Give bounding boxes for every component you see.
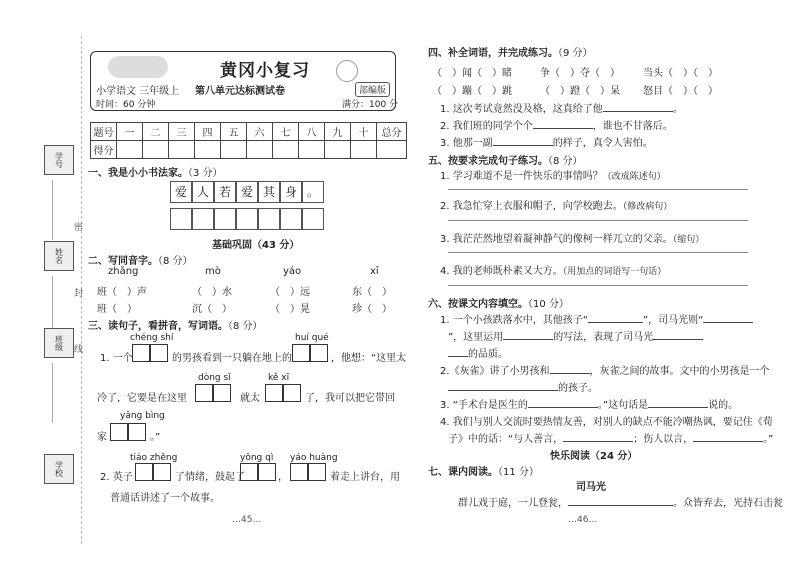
answer-box[interactable] <box>150 344 168 362</box>
score-input[interactable] <box>325 141 351 159</box>
homophone-blank[interactable]: （ ）水 <box>192 287 232 298</box>
answer-blank[interactable] <box>653 329 703 340</box>
binding-sidebar <box>0 36 82 544</box>
table-cell: 八 <box>299 123 325 141</box>
table-cell: 十 <box>351 123 377 141</box>
answer-box[interactable] <box>195 384 213 402</box>
question-text: 1. 一个 <box>100 353 133 364</box>
answer-line[interactable] <box>448 285 748 286</box>
question-text: 着走上讲台，用 <box>330 472 400 483</box>
section-7-title: 七、课内阅读。（11 分） <box>428 467 539 478</box>
question-text: 冷了，它要是在这里 <box>97 393 187 404</box>
page-number: …46… <box>568 515 598 525</box>
score-input[interactable] <box>143 141 169 159</box>
table-cell: 得分 <box>91 141 117 159</box>
answer-blank[interactable] <box>588 312 643 323</box>
edition-badge: 部编版 <box>355 82 390 97</box>
score-input[interactable] <box>221 141 247 159</box>
answer-blank[interactable] <box>448 380 558 391</box>
question-text: 2. 我们班的同学个个 ，谁也不甘落后。 <box>440 117 673 132</box>
pinyin: zhǎng <box>108 266 139 277</box>
question-text: 的孩子。 <box>448 379 598 394</box>
divider <box>52 363 53 423</box>
question-text: 的男孩看到一只躺在地上的 <box>172 353 292 364</box>
table-cell: 六 <box>247 123 273 141</box>
answer-box[interactable] <box>310 344 328 362</box>
answer-blank[interactable] <box>493 135 553 146</box>
question-text: 家 <box>97 432 107 443</box>
answer-box[interactable] <box>292 344 310 362</box>
answer-box[interactable] <box>290 463 308 481</box>
section-1-title: 一、我是小小书法家。（3 分） <box>88 168 223 179</box>
story-title: 司马光 <box>576 482 606 493</box>
score-input[interactable] <box>169 141 195 159</box>
school-label: 学校 <box>44 454 74 484</box>
question-text: 3. 他那一副 的样子，真令人害怕。 <box>440 134 653 149</box>
table-cell: 题号 <box>91 123 117 141</box>
answer-blank[interactable] <box>648 397 708 408</box>
answer-box[interactable] <box>283 384 301 402</box>
homophone-blank[interactable]: 班（ ） <box>97 304 137 315</box>
char-cell: 爱 <box>236 181 258 203</box>
table-cell: 五 <box>221 123 247 141</box>
pinyin: yǎng bìng <box>120 411 165 421</box>
question-text: 2. 英子 <box>100 472 133 483</box>
question-text: 。” <box>150 432 161 443</box>
score-input[interactable] <box>299 141 325 159</box>
pinyin: tiáo zhěng <box>130 453 178 463</box>
idiom-blank[interactable]: （ ）蹬（ ）呆 <box>540 86 620 97</box>
divider <box>52 180 53 240</box>
brand-title: 黄冈小复习 <box>220 61 310 81</box>
question-text: 1. 学习难道不是一件快乐的事情吗？（改成陈述句） <box>440 171 666 182</box>
section-6-title: 六、按课文内容填空。（10 分） <box>428 299 569 310</box>
section-2-title: 二、写同音字。（8 分） <box>88 256 193 267</box>
pinyin: kě xī <box>268 373 290 383</box>
answer-box[interactable] <box>240 463 258 481</box>
score-input[interactable] <box>195 141 221 159</box>
question-text: 1. 一个小孩跌落水中，其他孩子“ ”，司马光则“ <box>440 311 753 326</box>
char-cell: 爱 <box>170 181 192 203</box>
char-cell: 身 <box>280 181 302 203</box>
answer-box[interactable] <box>110 423 128 441</box>
class-label: 班级 <box>44 328 74 358</box>
score-input[interactable] <box>247 141 273 159</box>
answer-box[interactable] <box>135 463 153 481</box>
char-cell: 若 <box>214 181 236 203</box>
char-cell: 其 <box>258 181 280 203</box>
pinyin: yáo <box>283 266 302 277</box>
name-label: 姓名 <box>44 241 74 271</box>
question-text: ，他想：“这里太 <box>331 353 407 364</box>
answer-line[interactable] <box>448 220 748 221</box>
cartoon-kids-image <box>108 56 168 78</box>
score-label: 满分：100 分 <box>342 100 399 110</box>
balloon-icon <box>336 60 358 82</box>
question-text: 子》中的话：“与人善言， ；伤人以言， 。” <box>448 430 773 445</box>
answer-blank[interactable] <box>448 346 468 357</box>
question-text: 4. 我们与别人交流时要热情友善，对别人的缺点不能冷嘲热讽，要记住《荀 <box>440 417 773 428</box>
homophone-blank[interactable]: （ ）晃 <box>270 304 310 315</box>
seal-char: 封 <box>74 289 84 299</box>
homophone-blank[interactable]: （ ）远 <box>270 287 310 298</box>
char-cell: 人 <box>192 181 214 203</box>
idiom-blank[interactable]: 怒目（ ）（ ） <box>643 86 718 97</box>
time-label: 时间：60 分钟 <box>96 100 156 110</box>
question-text: 了情绪，鼓起了 <box>175 472 245 483</box>
answer-box[interactable] <box>265 384 283 402</box>
question-text: 就太 <box>240 393 260 404</box>
answer-box[interactable] <box>308 463 326 481</box>
seal-char: 密 <box>74 223 84 233</box>
pinyin: yáo huàng <box>290 453 338 463</box>
answer-blank[interactable] <box>533 118 593 129</box>
pinyin: xī <box>370 266 379 277</box>
answer-line[interactable] <box>448 189 748 190</box>
table-cell: 九 <box>325 123 351 141</box>
answer-box[interactable] <box>213 384 231 402</box>
question-text: 2.《灰雀》讲了小男孩和 ，灰雀之间的故事。文中的小男孩是一个 <box>440 362 770 377</box>
divider <box>52 276 53 336</box>
table-cell: 四 <box>195 123 221 141</box>
reading-section-heading: 快乐阅读（24 分） <box>550 451 638 462</box>
pinyin: yǒng qì <box>240 453 274 463</box>
answer-blank[interactable] <box>503 329 553 340</box>
score-input[interactable] <box>117 141 143 159</box>
answer-blank[interactable] <box>693 431 763 442</box>
idiom-blank[interactable]: 当头（ ）（ ） <box>643 68 718 79</box>
question-text: 2. 我急忙穿上衣服和帽子，向学校跑去。（修改病句） <box>440 201 673 212</box>
score-input[interactable] <box>273 141 299 159</box>
score-input[interactable] <box>377 141 407 159</box>
section-5-title: 五、按要求完成句子练习。（8 分） <box>428 156 583 167</box>
table-cell: 一 <box>117 123 143 141</box>
homophone-blank[interactable]: 东（ ） <box>352 287 392 298</box>
table-cell: 二 <box>143 123 169 141</box>
answer-blank[interactable] <box>603 101 673 112</box>
exam-title: 第八单元达标测试卷 <box>195 86 285 97</box>
score-input[interactable] <box>351 141 377 159</box>
idiom-blank[interactable]: 争（ ）夺（ ） <box>540 68 620 79</box>
question-text: 的品质。 <box>448 345 508 360</box>
idiom-blank[interactable]: （ ）蹦（ ）跳 <box>432 86 512 97</box>
pinyin: mò <box>205 266 221 277</box>
question-text: 了，我可以把它带回 <box>305 393 395 404</box>
question-text: 3. “手术台是医生的 。”这句话是 说的。 <box>440 396 738 411</box>
table-cell: 七 <box>273 123 299 141</box>
idiom-blank[interactable]: （ ）闻（ ）睹 <box>432 68 512 79</box>
question-text: 普通话讲述了一个故事。 <box>110 493 220 504</box>
seal-char: 线 <box>74 345 84 355</box>
question-text: ”，这里运用 的写法，表现了司马光 <box>448 328 703 343</box>
answer-box[interactable] <box>128 423 146 441</box>
question-text: 1. 这次考试竟然没及格，这真给了他 。 <box>440 100 683 115</box>
subject-label: 小学语文 三年级上 <box>96 86 180 97</box>
answer-line[interactable] <box>448 252 748 253</box>
section-4-title: 四、补全词语，并完成练习。（9 分） <box>428 48 593 59</box>
calligraphy-model <box>170 181 324 203</box>
answer-blank[interactable] <box>528 397 598 408</box>
question-text: 4. 我的老师既朴素又大方。（用加点的词语写一句话） <box>440 266 667 277</box>
homophone-blank[interactable]: 珍（ ） <box>352 304 392 315</box>
section-3-title: 三、读句子，看拼音，写词语。（8 分） <box>88 321 263 332</box>
answer-blank[interactable] <box>563 431 633 442</box>
answer-box[interactable] <box>258 463 276 481</box>
homophone-blank[interactable]: 班（ ）声 <box>97 287 147 298</box>
basic-section-heading: 基础巩固（43 分） <box>212 240 300 251</box>
homophone-blank[interactable]: 沉（ ） <box>192 304 232 315</box>
answer-box[interactable] <box>132 344 150 362</box>
answer-blank[interactable] <box>568 495 673 506</box>
char-cell: 。 <box>302 181 324 203</box>
writing-grid[interactable] <box>170 208 324 230</box>
table-cell: 总分 <box>377 123 407 141</box>
passage-text: 群儿戏于庭，一儿登瓮， 。众皆弃去，光持石击瓮 <box>458 494 783 509</box>
answer-blank[interactable] <box>550 363 590 374</box>
pinyin: chéng shí <box>130 333 174 343</box>
question-text: 3. 我茫茫然地望着凝神静气的像柯一样兀立的父亲。（缩句） <box>440 234 705 245</box>
question-text: ， <box>278 472 288 483</box>
student-id-label: 学号 <box>44 145 74 175</box>
answer-box[interactable] <box>153 463 171 481</box>
pinyin: huí qué <box>295 333 329 343</box>
pinyin: dòng sǐ <box>198 373 231 383</box>
score-table <box>90 122 407 159</box>
answer-blank[interactable] <box>703 312 753 323</box>
table-cell: 三 <box>169 123 195 141</box>
page-number: …45… <box>232 515 262 525</box>
